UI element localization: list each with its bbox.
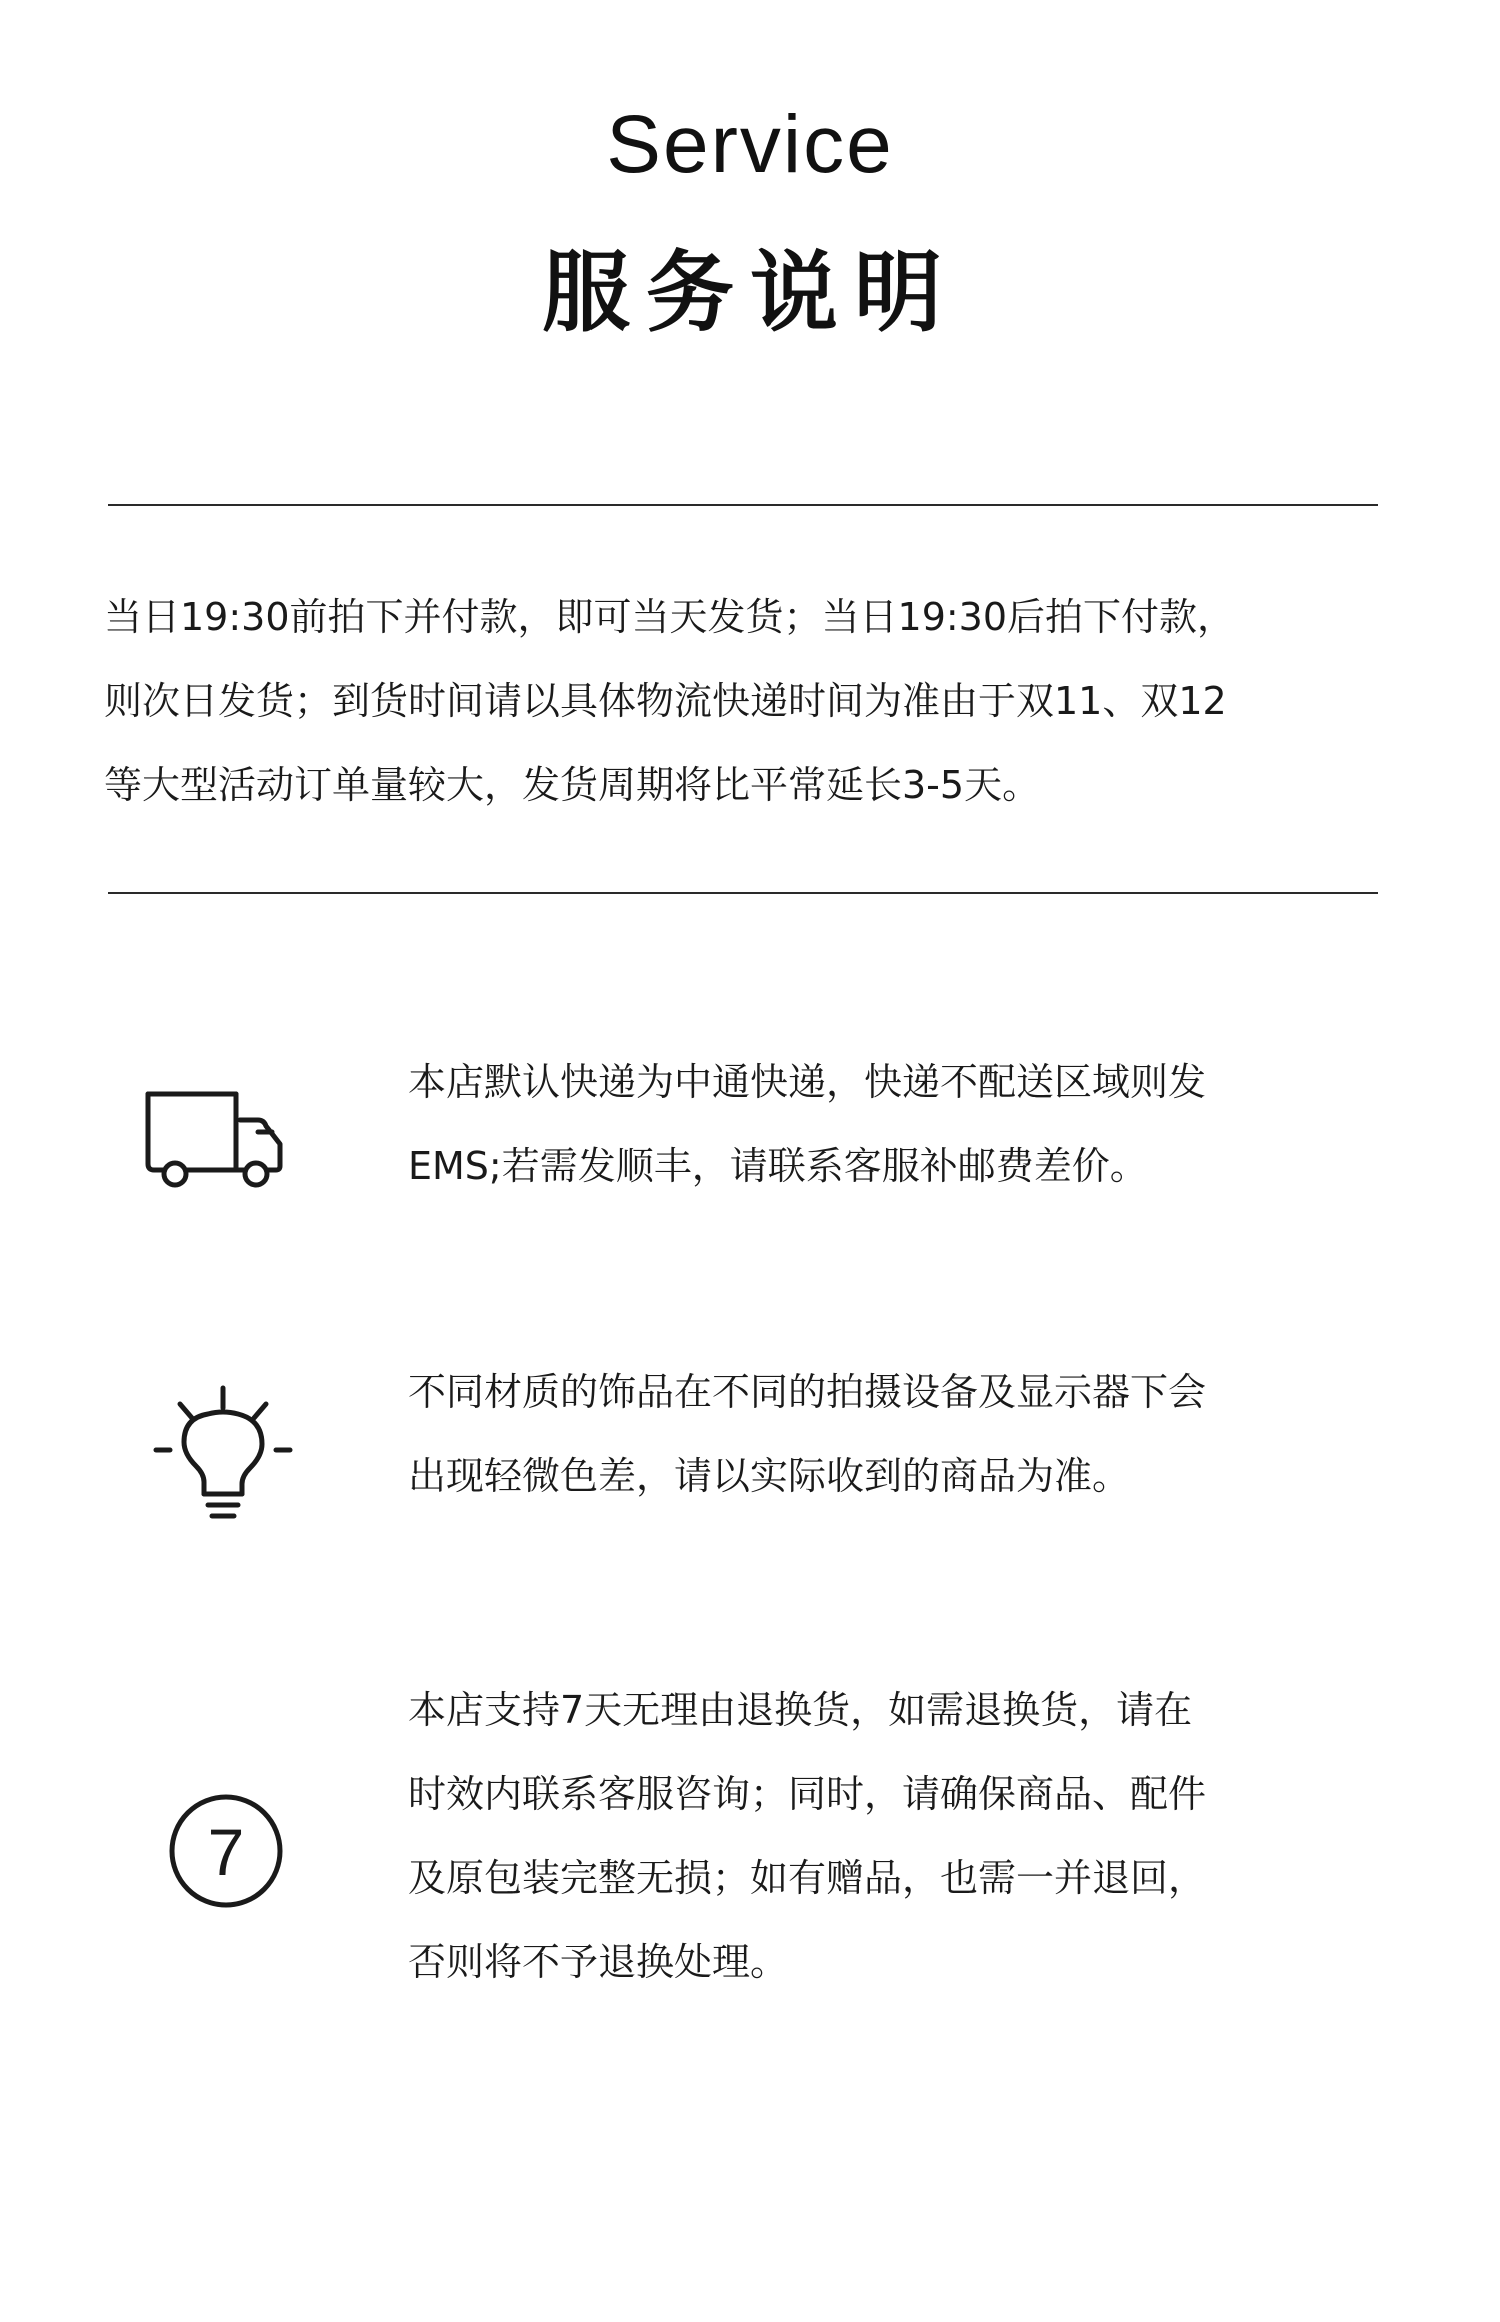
seven-day-return-icon xyxy=(140,1771,300,1935)
divider-top xyxy=(108,504,1378,506)
seven-day-return-icon-label: 7 xyxy=(207,1815,245,1889)
page-title-english: Service xyxy=(606,99,894,190)
truck-icon xyxy=(140,1082,290,1196)
lightbulb-icon xyxy=(140,1374,300,1538)
service-text-color-difference: 不同材质的饰品在不同的拍摄设备及显示器下会 出现轻微色差，请以实际收到的商品为准。 xyxy=(408,1370,1207,1498)
service-text-return-policy: 本店支持7天无理由退换货，如需退换货，请在 时效内联系客服咨询；同时，请确保商品、配件 及原包装完整无损；如有赠品，也需一并退回， 否则将不予退换处理。 xyxy=(408,1688,1207,1984)
divider-bottom xyxy=(108,892,1378,894)
shipping-time-notice: 当日19:30前拍下并付款，即可当天发货；当日19:30后拍下付款， 则次日发货；到货时间请以具体物流快递时间为准由于双11、双12 等大型活动订单量较大，发货周期将比平常延长3-5天。 xyxy=(104,595,1236,807)
page-title-chinese: 服务说明 xyxy=(541,241,958,344)
service-text-shipping: 本店默认快递为中通快递，快递不配送区域则发 EMS;若需发顺丰，请联系客服补邮费差价。 xyxy=(408,1060,1207,1188)
